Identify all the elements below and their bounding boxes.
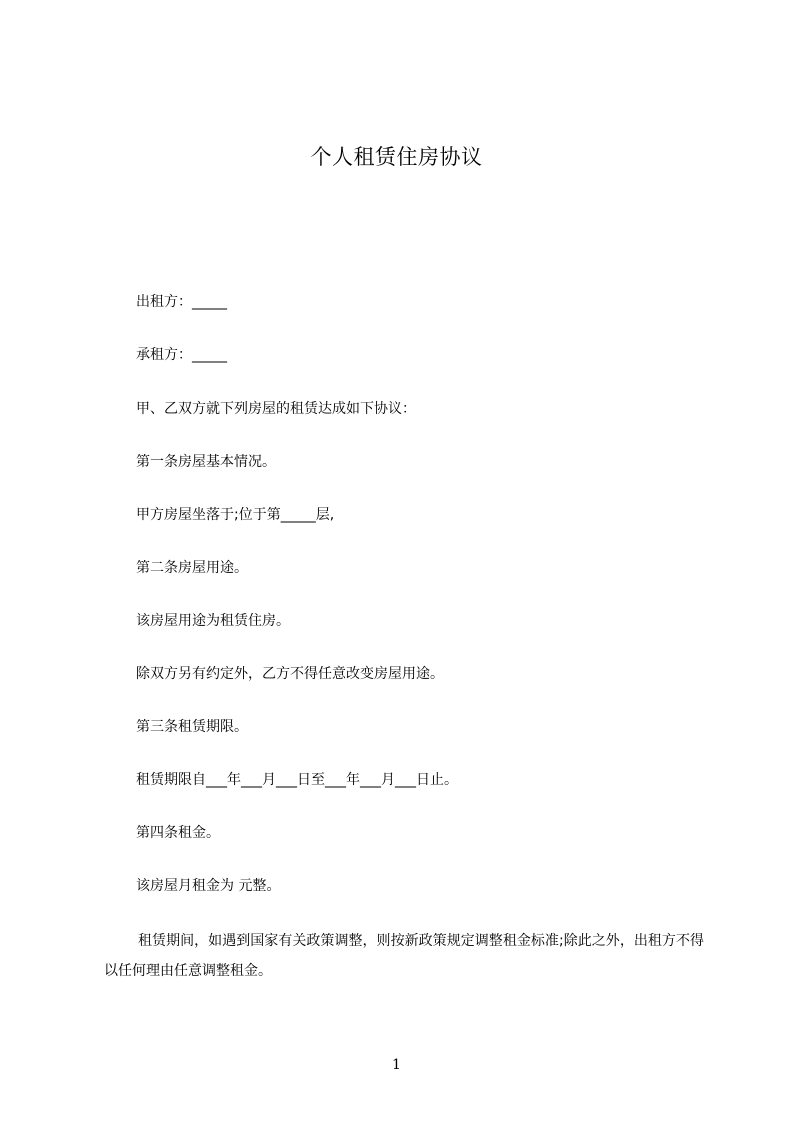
page-number: 1 [392, 1057, 401, 1073]
clause-heading-4: 第四条租金。 [136, 825, 220, 841]
clause-rent: 该房屋月租金为 元整。 [136, 878, 281, 894]
clause-usage: 该房屋用途为租赁住房。 [136, 613, 290, 629]
clause-location: 甲方房屋坐落于;位于第_____层, [136, 507, 335, 523]
clause-rent-adjustment: 租赁期间，如遇到国家有关政策调整，则按新政策规定调整租金标准;除此之外，出租方不得以任何理由任意调整租金。 [104, 933, 704, 979]
clause-lessee: 承租方：_____ [136, 347, 227, 363]
clause-heading-3: 第三条租赁期限。 [136, 719, 248, 735]
clause-usage-restriction: 除双方另有约定外，乙方不得任意改变房屋用途。 [136, 666, 444, 682]
clause-preamble: 甲、乙双方就下列房屋的租赁达成如下协议： [136, 401, 416, 417]
clause-heading-1: 第一条房屋基本情况。 [136, 454, 276, 470]
clause-lessor: 出租方：_____ [136, 294, 227, 310]
document-title: 个人租赁住房协议 [310, 145, 483, 169]
clause-term: 租赁期限自___年___月___日至___年___月___日止。 [136, 772, 458, 788]
clause-heading-2: 第二条房屋用途。 [136, 560, 248, 576]
